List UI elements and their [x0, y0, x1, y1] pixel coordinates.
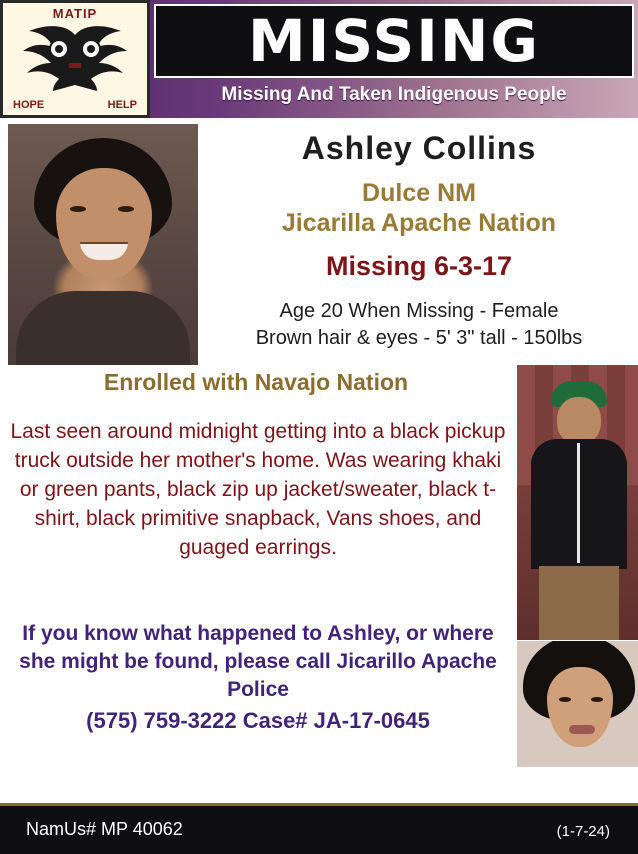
poster-footer [0, 803, 638, 854]
missing-date: Missing 6-3-17 [325, 251, 513, 281]
portrait-photo-main [8, 124, 198, 365]
primary-info-section [0, 118, 638, 365]
missing-banner [154, 4, 634, 78]
last-seen-narrative: Last seen around midnight getting into a black pickup truck outside her mother's home. Was wearing khaki or green pants, black zip up jacket/sweater, black t-shirt, black primitive snapback, Vans shoes, and guaged earrings. [10, 420, 506, 559]
photo-closeup-face [517, 641, 638, 767]
matip-logo-title: MATIP [52, 6, 98, 21]
side-photo-top-face [557, 397, 601, 445]
portrait-eye-left [70, 206, 86, 212]
portrait-eye-right [118, 206, 134, 212]
side-photo-bottom-illustration [517, 641, 638, 767]
details-section [0, 365, 638, 803]
portrait-body [16, 291, 190, 365]
person-city-state: Dulce NM [362, 179, 476, 207]
person-name: Ashley Collins [301, 130, 537, 166]
poster-header [0, 0, 638, 118]
missing-banner-text: MISSING [248, 7, 540, 75]
poster-revision-date: (1-7-24) [556, 823, 610, 840]
side-photo-bottom-eye-right [591, 697, 603, 702]
organization-subtitle: Missing And Taken Indigenous People [221, 84, 567, 105]
side-photo-khaki-pants [539, 566, 619, 640]
person-nation: Jicarilla Apache Nation [281, 209, 557, 237]
matip-logo-hope: HOPE [13, 99, 45, 111]
side-photo-top-illustration [517, 365, 638, 640]
header-right [150, 0, 638, 118]
side-photo-bottom-face [547, 667, 613, 747]
matip-logo [0, 0, 150, 118]
portrait-face [56, 168, 152, 280]
portrait-illustration [8, 124, 198, 365]
side-photo-jacket-zipper [577, 443, 580, 563]
enrollment-text: Enrolled with Navajo Nation [103, 369, 409, 395]
matip-logo-help: HELP [107, 99, 137, 111]
side-photo-bottom-eye-left [559, 697, 571, 702]
contact-phone-case: (575) 759-3222 Case# JA-17-0645 [86, 708, 430, 733]
appeal-text: If you know what happened to Ashley, or where she might be found, please call Jicarillo Apache Police [19, 622, 497, 701]
person-description-line1: Age 20 When Missing - Female [279, 300, 559, 322]
eagle-emblem-icon [15, 19, 135, 102]
person-info-block [200, 118, 638, 350]
person-description-line2: Brown hair & eyes - 5' 3" tall - 150lbs [255, 327, 583, 349]
namus-case-number: NamUs# MP 40062 [26, 819, 183, 839]
photo-standing-green-cap [517, 365, 638, 640]
side-photo-bottom-lips [569, 725, 595, 734]
